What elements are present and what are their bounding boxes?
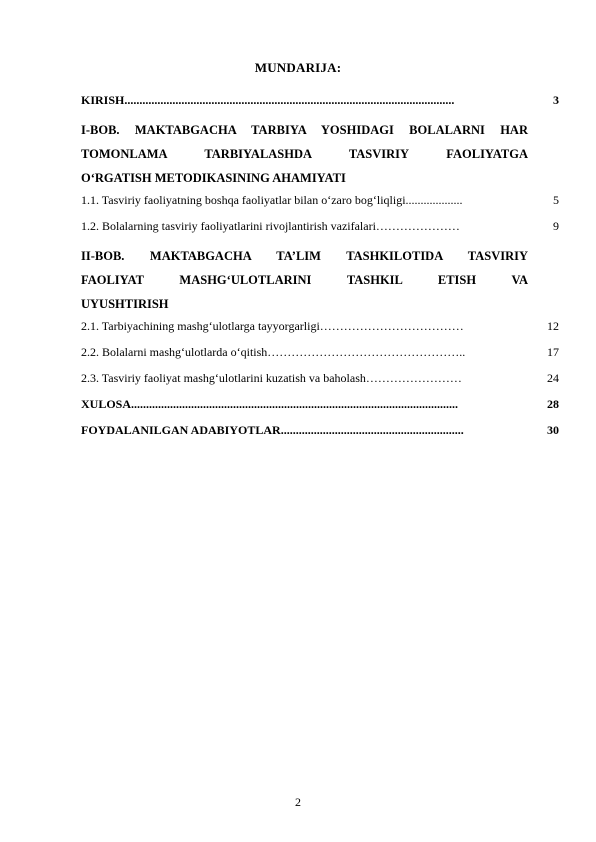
chapter-heading-line: TOMONLAMA TARBIYALASHDA TASVIRIY FAOLIYATGA [81,147,528,161]
toc-entry-kirish [81,92,559,108]
chapter-heading-line: UYUSHTIRISH [81,297,169,311]
toc-page-number: 28 [547,397,559,411]
toc-page-number: 17 [547,345,559,359]
chapter-heading-line: FAOLIYAT MASHG‘ULOTLARINI TASHKIL ETISH VA [81,273,528,287]
toc-entry-2-3 [81,370,559,386]
toc-page-number: 5 [553,193,559,207]
toc-entry-bibliography [81,422,559,438]
chapter-heading-line: I-BOB. MAKTABGACHA TARBIYA YOSHIDAGI BOLALARNI HAR [81,123,528,137]
toc-entry-2-1 [81,318,559,334]
toc-entry-text: KIRISH.............................................................................................................. [81,93,455,107]
toc-page-number: 24 [547,371,559,385]
toc-entry-text: 1.2. Bolalarning tasviriy faoliyatlarini rivojlantirish vazifalari………………… [81,219,460,233]
toc-entry-text: XULOSA............................................................................................................. [81,397,459,411]
toc-page-number: 30 [547,423,559,437]
toc-chapter-1-heading [81,118,528,190]
toc-page-number: 12 [547,319,559,333]
chapter-heading-line: II-BOB. MAKTABGACHA TA’LIM TASHKILOTIDA TASVIRIY [81,249,528,263]
toc-entry-xulosa [81,396,559,412]
chapter-heading-line: O‘RGATISH METODIKASINING AHAMIYATI [81,171,346,185]
toc-entry-text: 2.2. Bolalarni mashg‘ulotlarda o‘qitish………………………………………….. [81,345,466,359]
toc-chapter-2-heading [81,244,528,316]
page-number-footer: 2 [295,795,301,809]
toc-entry-1-2 [81,218,559,234]
toc-entry-1-1 [81,192,559,208]
table-of-contents [81,92,559,448]
toc-entry-text: 2.3. Tasviriy faoliyat mashg‘ulotlarini kuzatish va baholash…………………… [81,371,462,385]
toc-entry-text: FOYDALANILGAN ADABIYOTLAR............................................................. [81,423,464,437]
toc-entry-2-2 [81,344,559,360]
toc-entry-text: 1.1. Tasviriy faoliyatning boshqa faoliyatlar bilan o‘zaro bog‘liqligi................... [81,193,463,207]
toc-entry-text: 2.1. Tarbiyachining mashg‘ulotlarga tayyorgarligi……………………………… [81,319,464,333]
toc-page-number: 3 [553,93,559,107]
page-title: MUNDARIJA: [254,60,342,75]
toc-page-number: 9 [553,219,559,233]
